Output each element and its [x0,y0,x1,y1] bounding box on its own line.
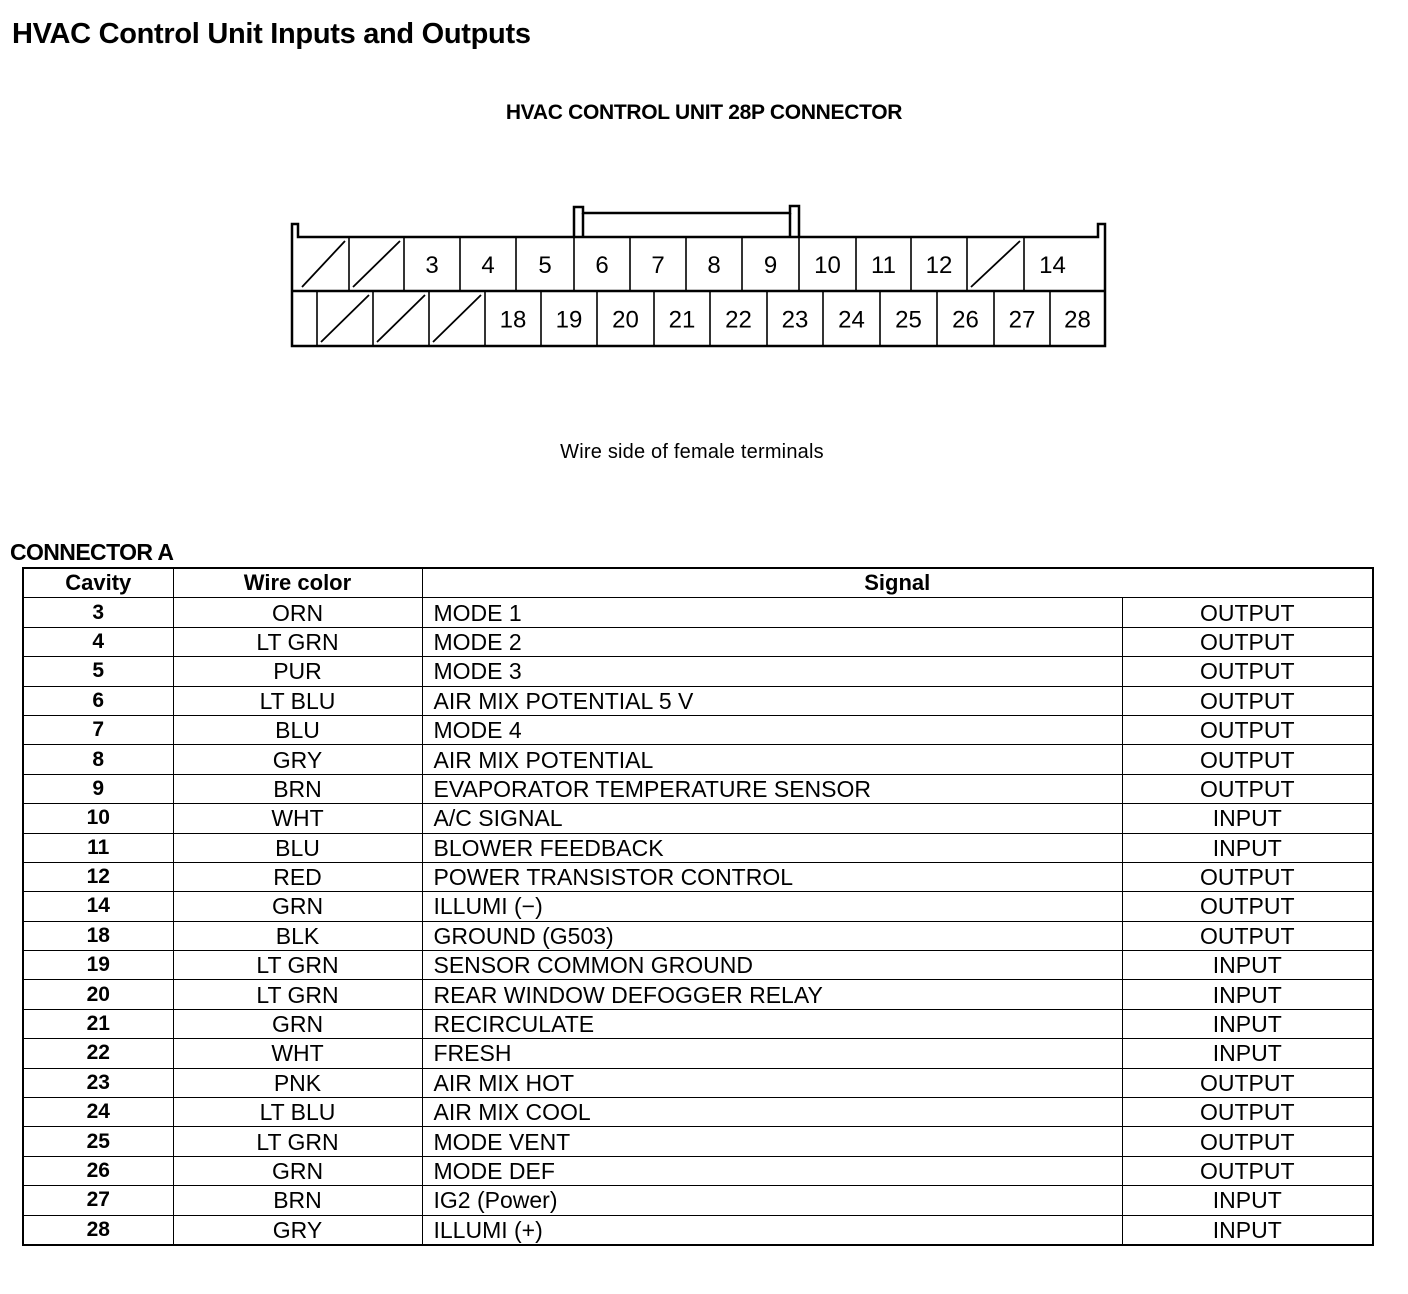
signal-cell: REAR WINDOW DEFOGGER RELAY [422,980,1122,1009]
direction-cell: INPUT [1122,980,1373,1009]
io-table [22,567,1374,1246]
wire-color-cell: BLU [173,833,422,862]
direction-cell: OUTPUT [1122,598,1373,627]
wire-color-cell: LT GRN [173,980,422,1009]
empty-cavity-slash [302,241,345,287]
table-row [23,1009,1373,1038]
table-row [23,1098,1373,1127]
pin-number: 12 [925,252,953,279]
table-row [23,804,1373,833]
table-row [23,1215,1373,1245]
cavity-cell: 25 [23,1127,173,1156]
direction-cell: INPUT [1122,1009,1373,1038]
signal-cell: GROUND (G503) [422,921,1122,950]
wire-color-cell: RED [173,862,422,891]
empty-cavity-slash [353,241,400,287]
pin-number: 27 [1008,306,1036,334]
direction-cell: OUTPUT [1122,686,1373,715]
pin-number: 7 [651,252,665,279]
direction-cell: OUTPUT [1122,657,1373,686]
direction-cell: OUTPUT [1122,1098,1373,1127]
signal-cell: A/C SIGNAL [422,804,1122,833]
cavity-cell: 28 [23,1215,173,1245]
wire-color-cell: GRY [173,1215,422,1245]
connector-title: HVAC CONTROL UNIT 28P CONNECTOR [505,101,903,124]
direction-cell: INPUT [1122,833,1373,862]
pin-number: 3 [425,252,439,279]
table-row [23,1156,1373,1185]
cavity-cell: 23 [23,1068,173,1097]
table-row [23,745,1373,774]
signal-cell: FRESH [422,1039,1122,1068]
signal-cell: ILLUMI (+) [422,1215,1122,1245]
page-title: HVAC Control Unit Inputs and Outputs [12,18,531,50]
wire-color-cell: BRN [173,774,422,803]
direction-cell: OUTPUT [1122,715,1373,744]
connector-diagram [0,0,1408,420]
pin-number: 26 [952,306,979,334]
wire-color-cell: BRN [173,1186,422,1215]
direction-cell: OUTPUT [1122,892,1373,921]
signal-cell: MODE 3 [422,657,1122,686]
pin-number: 4 [481,252,495,279]
table-row [23,1186,1373,1215]
wire-side-caption: Wire side of female terminals [560,441,824,463]
signal-cell: AIR MIX HOT [422,1068,1122,1097]
cavity-cell: 26 [23,1156,173,1185]
cavity-cell: 14 [23,892,173,921]
table-row [23,1127,1373,1156]
cavity-cell: 4 [23,627,173,656]
wire-color-cell: WHT [173,804,422,833]
pin-number: 20 [612,306,639,334]
cavity-cell: 27 [23,1186,173,1215]
wire-color-cell: BLK [173,921,422,950]
direction-cell: INPUT [1122,1186,1373,1215]
pin-number: 9 [763,252,778,279]
direction-cell: INPUT [1122,804,1373,833]
pin-number: 21 [668,306,696,334]
cavity-cell: 21 [23,1009,173,1038]
direction-cell: INPUT [1122,1215,1373,1245]
signal-cell: POWER TRANSISTOR CONTROL [422,862,1122,891]
signal-cell: MODE DEF [422,1156,1122,1185]
direction-cell: OUTPUT [1122,1156,1373,1185]
table-row [23,598,1373,627]
empty-cavity-slash [971,241,1020,287]
cavity-cell: 3 [23,598,173,627]
pin-number: 8 [707,252,721,279]
direction-cell: OUTPUT [1122,627,1373,656]
signal-cell: MODE VENT [422,1127,1122,1156]
direction-cell: OUTPUT [1122,862,1373,891]
cavity-cell: 22 [23,1039,173,1068]
pin-number: 22 [725,306,752,334]
header-cavity: Cavity [23,568,173,598]
pin-number: 23 [781,306,809,334]
cavity-cell: 11 [23,833,173,862]
connector-body-outline [292,224,1105,346]
table-row [23,980,1373,1009]
table-header-row [23,568,1373,598]
pin-number: 25 [895,306,922,334]
pin-number: 10 [814,252,841,279]
direction-cell: OUTPUT [1122,745,1373,774]
header-signal: Signal [422,568,1373,598]
table-row [23,657,1373,686]
table-row [23,833,1373,862]
signal-cell: MODE 2 [422,627,1122,656]
wire-color-cell: BLU [173,715,422,744]
pin-number: 18 [499,306,527,334]
connector-a-label: CONNECTOR A [10,539,174,565]
wire-color-cell: LT GRN [173,951,422,980]
signal-cell: RECIRCULATE [422,1009,1122,1038]
table-row [23,627,1373,656]
pin-number: 11 [871,252,896,279]
table-row [23,921,1373,950]
cavity-cell: 12 [23,862,173,891]
wire-color-cell: PNK [173,1068,422,1097]
wire-color-cell: GRY [173,745,422,774]
signal-cell: ILLUMI (−) [422,892,1122,921]
wire-color-cell: ORN [173,598,422,627]
cavity-cell: 5 [23,657,173,686]
signal-cell: EVAPORATOR TEMPERATURE SENSOR [422,774,1122,803]
pin-number: 6 [595,252,609,279]
cavity-cell: 9 [23,774,173,803]
table-body [23,598,1373,1245]
wire-color-cell: LT BLU [173,686,422,715]
cavity-cell: 19 [23,951,173,980]
direction-cell: INPUT [1122,951,1373,980]
direction-cell: OUTPUT [1122,1127,1373,1156]
signal-cell: AIR MIX POTENTIAL 5 V [422,686,1122,715]
direction-cell: OUTPUT [1122,774,1373,803]
wire-color-cell: GRN [173,1009,422,1038]
signal-cell: MODE 4 [422,715,1122,744]
table-row [23,1039,1373,1068]
direction-cell: OUTPUT [1122,921,1373,950]
cavity-cell: 18 [23,921,173,950]
cavity-cell: 10 [23,804,173,833]
signal-cell: MODE 1 [422,598,1122,627]
wire-color-cell: PUR [173,657,422,686]
empty-cavity-slash [433,295,481,342]
connector-lock-tab [574,206,799,237]
empty-cavity-slash [321,295,369,342]
header-wire-color: Wire color [173,568,422,598]
table-row [23,715,1373,744]
table-row [23,862,1373,891]
wire-color-cell: LT BLU [173,1098,422,1127]
direction-cell: OUTPUT [1122,1068,1373,1097]
cavity-cell: 8 [23,745,173,774]
signal-cell: AIR MIX COOL [422,1098,1122,1127]
wire-color-cell: LT GRN [173,627,422,656]
wire-color-cell: LT GRN [173,1127,422,1156]
signal-cell: AIR MIX POTENTIAL [422,745,1122,774]
table-row [23,774,1373,803]
pin-number: 14 [1039,252,1066,279]
cavity-cell: 6 [23,686,173,715]
cavity-cell: 20 [23,980,173,1009]
cavity-cell: 24 [23,1098,173,1127]
pin-number: 24 [838,306,865,334]
table-row [23,892,1373,921]
table-row [23,1068,1373,1097]
table-row [23,951,1373,980]
wire-color-cell: WHT [173,1039,422,1068]
table-row [23,686,1373,715]
signal-cell: BLOWER FEEDBACK [422,833,1122,862]
wire-color-cell: GRN [173,892,422,921]
signal-cell: IG2 (Power) [422,1186,1122,1215]
pin-number: 5 [538,252,552,279]
connector-face-svg [0,0,1408,420]
pin-number: 28 [1064,306,1091,334]
cavity-cell: 7 [23,715,173,744]
empty-cavity-slash [377,295,425,342]
pin-number: 19 [555,306,583,334]
direction-cell: INPUT [1122,1039,1373,1068]
signal-cell: SENSOR COMMON GROUND [422,951,1122,980]
wire-color-cell: GRN [173,1156,422,1185]
